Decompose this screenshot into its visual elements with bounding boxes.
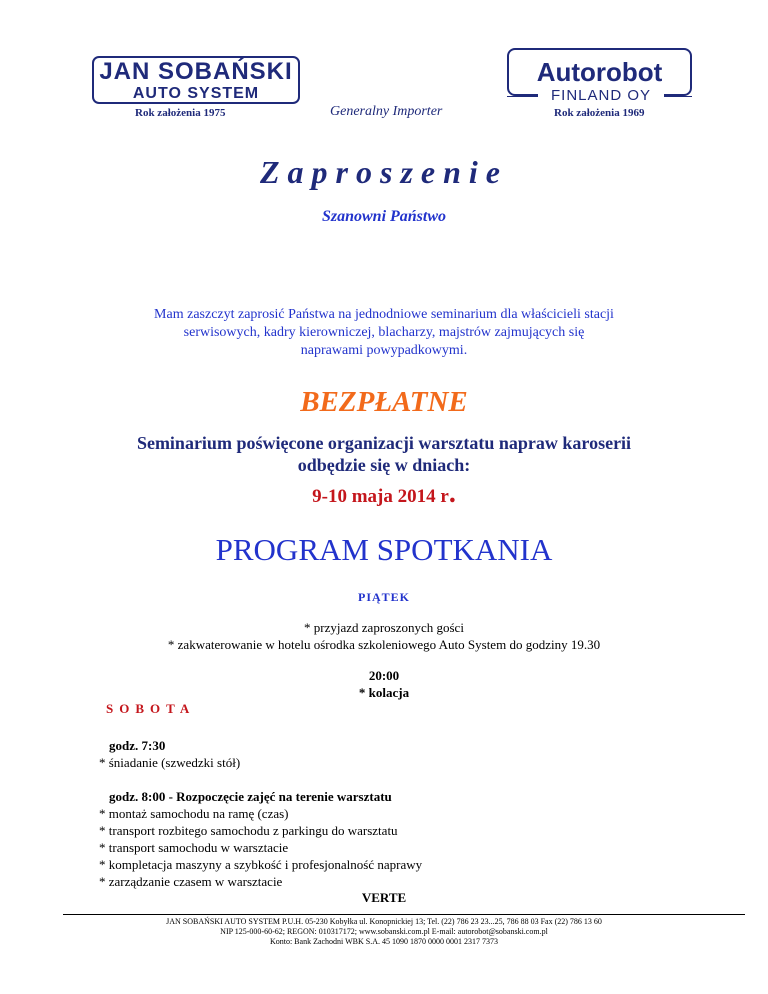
saturday-label: SOBOTA: [106, 701, 196, 716]
intro-line: serwisowych, kadry kierowniczej, blacharzy, majstrów zajmujących się: [183, 325, 585, 340]
list-item: * przyjazd zaproszonych gości: [304, 620, 464, 635]
seminar-line: Seminarium poświęcone organizacji warsztatu napraw karoserii: [136, 433, 632, 453]
event-date-text: 9-10 maja 2014 r: [312, 486, 449, 507]
list-item: * zarządzanie czasem w warsztacie: [99, 874, 283, 889]
logo-right-line2: FINLAND OY: [538, 88, 664, 104]
friday-dinner: [0, 667, 768, 701]
intro-paragraph: [134, 306, 634, 360]
friday-event: * kolacja: [358, 685, 410, 700]
seminar-info: [0, 432, 768, 476]
block-time: godz. 8:00 - Rozpoczęcie zajęć na terenie warsztatu: [109, 789, 392, 804]
list-item: * kompletacja maszyny a szybkość i profesjonalność naprawy: [99, 857, 423, 872]
list-item: * transport samochodu w warsztacie: [99, 840, 289, 855]
saturday-block-breakfast: [99, 737, 240, 771]
footer-divider: [63, 914, 745, 915]
logo-left-line2: AUTO SYSTEM: [132, 85, 260, 102]
intro-line: naprawami powypadkowymi.: [300, 343, 468, 358]
footer: [0, 917, 768, 947]
list-item: * śniadanie (szwedzki stół): [99, 755, 241, 770]
list-item: * zakwaterowanie w hotelu ośrodka szkoleniowego Auto System do godziny 19.30: [167, 637, 601, 652]
free-heading: BEZPŁATNE: [300, 386, 468, 418]
footer-line: Konto: Bank Zachodni WBK S.A. 45 1090 1870 0000 0001 2317 7373: [269, 937, 499, 946]
verte-label: VERTE: [361, 890, 407, 905]
seminar-line: odbędzie się w dniach:: [297, 455, 471, 475]
logo-left-line1: JAN SOBAŃSKI: [99, 58, 293, 85]
program-title: PROGRAM SPOTKANIA: [215, 532, 553, 567]
logo-right-line1: Autorobot: [536, 57, 663, 87]
list-item: * transport rozbitego samochodu z parkingu do warsztatu: [99, 823, 398, 838]
intro-line: Mam zaszczyt zaprosić Państwa na jednodniowe seminarium dla właścicieli stacji: [154, 307, 614, 322]
logo-right-since: Rok założenia 1969: [554, 107, 645, 119]
list-item: * montaż samochodu na ramę (czas): [99, 806, 289, 821]
friday-time: 20:00: [368, 668, 400, 683]
footer-line: NIP 125-000-60-62; REGON: 010317172; www.sobanski.com.pl E-mail: autorobot@sobanski.com.pl: [220, 927, 548, 936]
general-importer-label: Generalny Importer: [330, 104, 443, 119]
footer-line: JAN SOBAŃSKI AUTO SYSTEM P.U.H. 05-230 Kobyłka ul. Konopnickiej 13; Tel. (22) 786 23 23...25, 786 88 03 Fax (22) 786 13 60: [166, 917, 602, 926]
saturday-block-workshop: [99, 788, 422, 890]
event-date: [0, 478, 768, 510]
event-date-dot: .: [448, 478, 456, 509]
block-time: godz. 7:30: [109, 738, 166, 753]
page-title: Zaproszenie: [260, 154, 508, 190]
jan-sobanski-logo: [92, 56, 300, 104]
logo-left-since: Rok założenia 1975: [135, 107, 226, 119]
greeting: Szanowni Państwo: [321, 208, 447, 225]
friday-items: [0, 619, 768, 653]
friday-label: PIĄTEK: [357, 590, 410, 604]
